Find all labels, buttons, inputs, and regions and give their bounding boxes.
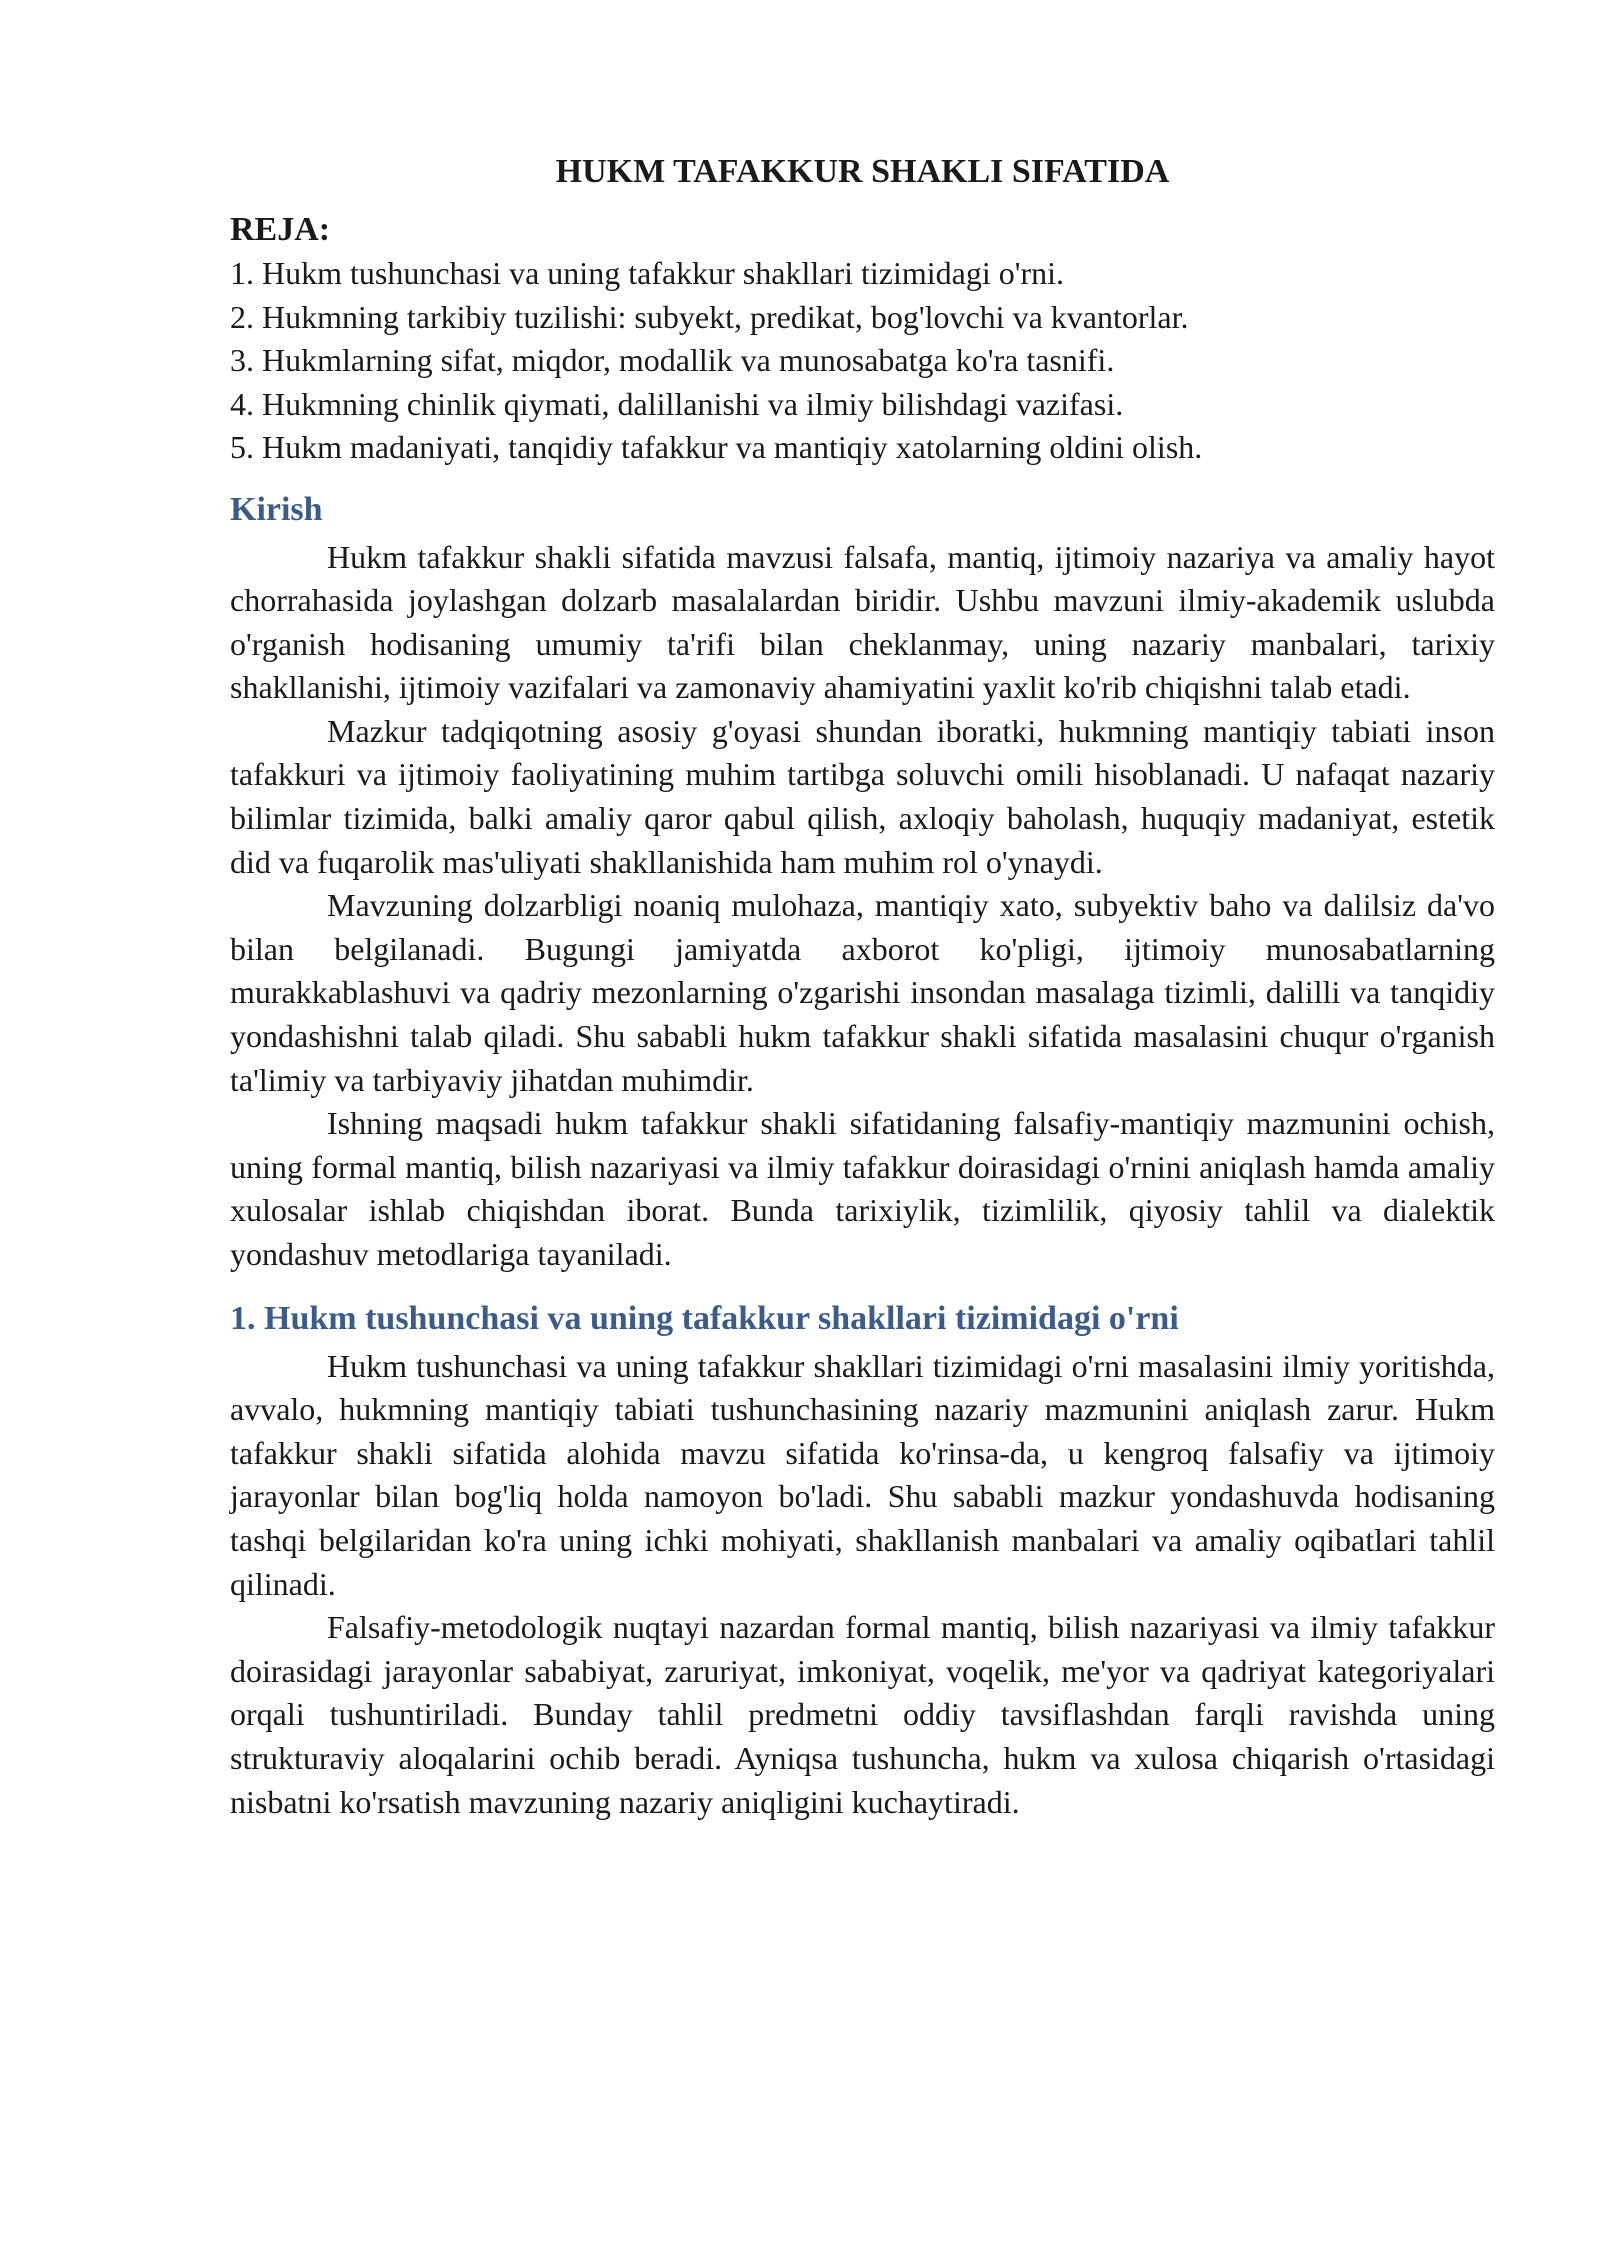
plan-heading: REJA:: [230, 211, 331, 248]
paragraph: Hukm tafakkur shakli sifatida mavzusi falsafa, mantiq, ijtimoiy nazariya va amaliy hayot chorrahasida joylashgan dolzarb masalalardan biridir. Ushbu mavzuni ilmiy-akademik uslubda o'rganish hodisaning umumiy ta'rifi bilan cheklanmay, uning nazariy manbalari, tarixiy shakllanishi, ijtimoiy vazifalari va zamonaviy ahamiyatini yaxlit ko'rib chiqishni talab etadi.: [230, 538, 1495, 706]
plan-item: 4. Hukmning chinlik qiymati, dalillanishi va ilmiy bilishdagi vazifasi.: [230, 385, 1124, 422]
paragraph: Ishning maqsadi hukm tafakkur shakli sifatidaning falsafiy-mantiqiy mazmunini ochish, uning formal mantiq, bilish nazariyasi va ilmiy tafakkur doirasidagi o'rnini aniqlash hamda amaliy xulosalar ishlab chiqishdan iborat. Bunda tarixiylik, tizimlilik, qiyosiy tahlil va dialektik yondashuv metodlariga tayaniladi.: [230, 1105, 1495, 1272]
paragraph: Hukm tushunchasi va uning tafakkur shakllari tizimidagi o'rni masalasini ilmiy yoritishda, avvalo, hukmning mantiqiy tabiati tushunchasining nazariy mazmunini aniqlash zarur. Hukm tafakkur shakli sifatida alohida mavzu sifatida ko'rinsa-da, u kengroq falsafiy va ijtimoiy jarayonlar bilan bog'liq holda namoyon bo'ladi. Shu sababli mazkur yondashuvda hodisaning tashqi belgilaridan ko'ra uning ichki mohiyati, shakllanish manbalari va amaliy oqibatlari tahlil qilinadi.: [230, 1347, 1495, 1602]
paragraph: Mazkur tadqiqotning asosiy g'oyasi shundan iboratki, hukmning mantiqiy tabiati inson tafakkuri va ijtimoiy faoliyatining muhim tartibga soluvchi omili hisoblanadi. U nafaqat nazariy bilimlar tizimida, balki amaliy qaror qabul qilish, axloqiy baholash, huquqiy madaniyat, estetik did va fuqarolik mas'uliyati shakllanishida ham muhim rol o'ynaydi.: [230, 712, 1495, 880]
plan-item: 2. Hukmning tarkibiy tuzilishi: subyekt, predikat, bog'lovchi va kvantorlar.: [230, 298, 1189, 335]
document-page: [230, 150, 1495, 1824]
document-title: HUKM TAFAKKUR SHAKLI SIFATIDA: [555, 153, 1170, 190]
plan-item: 1. Hukm tushunchasi va uning tafakkur shakllari tizimidagi o'rni.: [230, 255, 1065, 291]
plan-block: [230, 208, 1495, 470]
section-introduction: [230, 488, 1495, 1277]
paragraph: Falsafiy-metodologik nuqtayi nazardan formal mantiq, bilish nazariyasi va ilmiy tafakkur doirasidagi jarayonlar sababiyat, zaruriyat, imkoniyat, voqelik, me'yor va qadriyat kategoriyalari orqali tushuntiriladi. Bunday tahlil predmetni oddiy tavsiflashdan farqli ravishda uning strukturaviy aloqalarini ochib beradi. Ayniqsa tushuncha, hukm va xulosa chiqarish o'rtasidagi nisbatni ko'rsatish mavzuning nazariy aniqligini kuchaytiradi.: [230, 1609, 1495, 1820]
paragraph: Mavzuning dolzarbligi noaniq mulohaza, mantiqiy xato, subyektiv baho va dalilsiz da'vo bilan belgilanadi. Bugungi jamiyatda axborot ko'pligi, ijtimoiy munosabatlarning murakkablashuvi va qadriy mezonlarning o'zgarishi insondan masalaga tizimli, dalilli va tanqidiy yondashishni talab qiladi. Shu sababli hukm tafakkur shakli sifatida masalasini chuqur o'rganish ta'limiy va tarbiyaviy jihatdan muhimdir.: [230, 887, 1495, 1098]
section-1: [230, 1297, 1495, 1825]
section-heading: 1. Hukm tushunchasi va uning tafakkur shakllari tizimidagi o'rni: [230, 1299, 1179, 1337]
plan-item: 3. Hukmlarning sifat, miqdor, modallik va munosabatga ko'ra tasnifi.: [230, 342, 1115, 378]
plan-list: [230, 252, 1495, 470]
plan-item: 5. Hukm madaniyati, tanqidiy tafakkur va mantiqiy xatolarning oldini olish.: [230, 429, 1203, 465]
section-heading: Kirish: [230, 490, 323, 528]
